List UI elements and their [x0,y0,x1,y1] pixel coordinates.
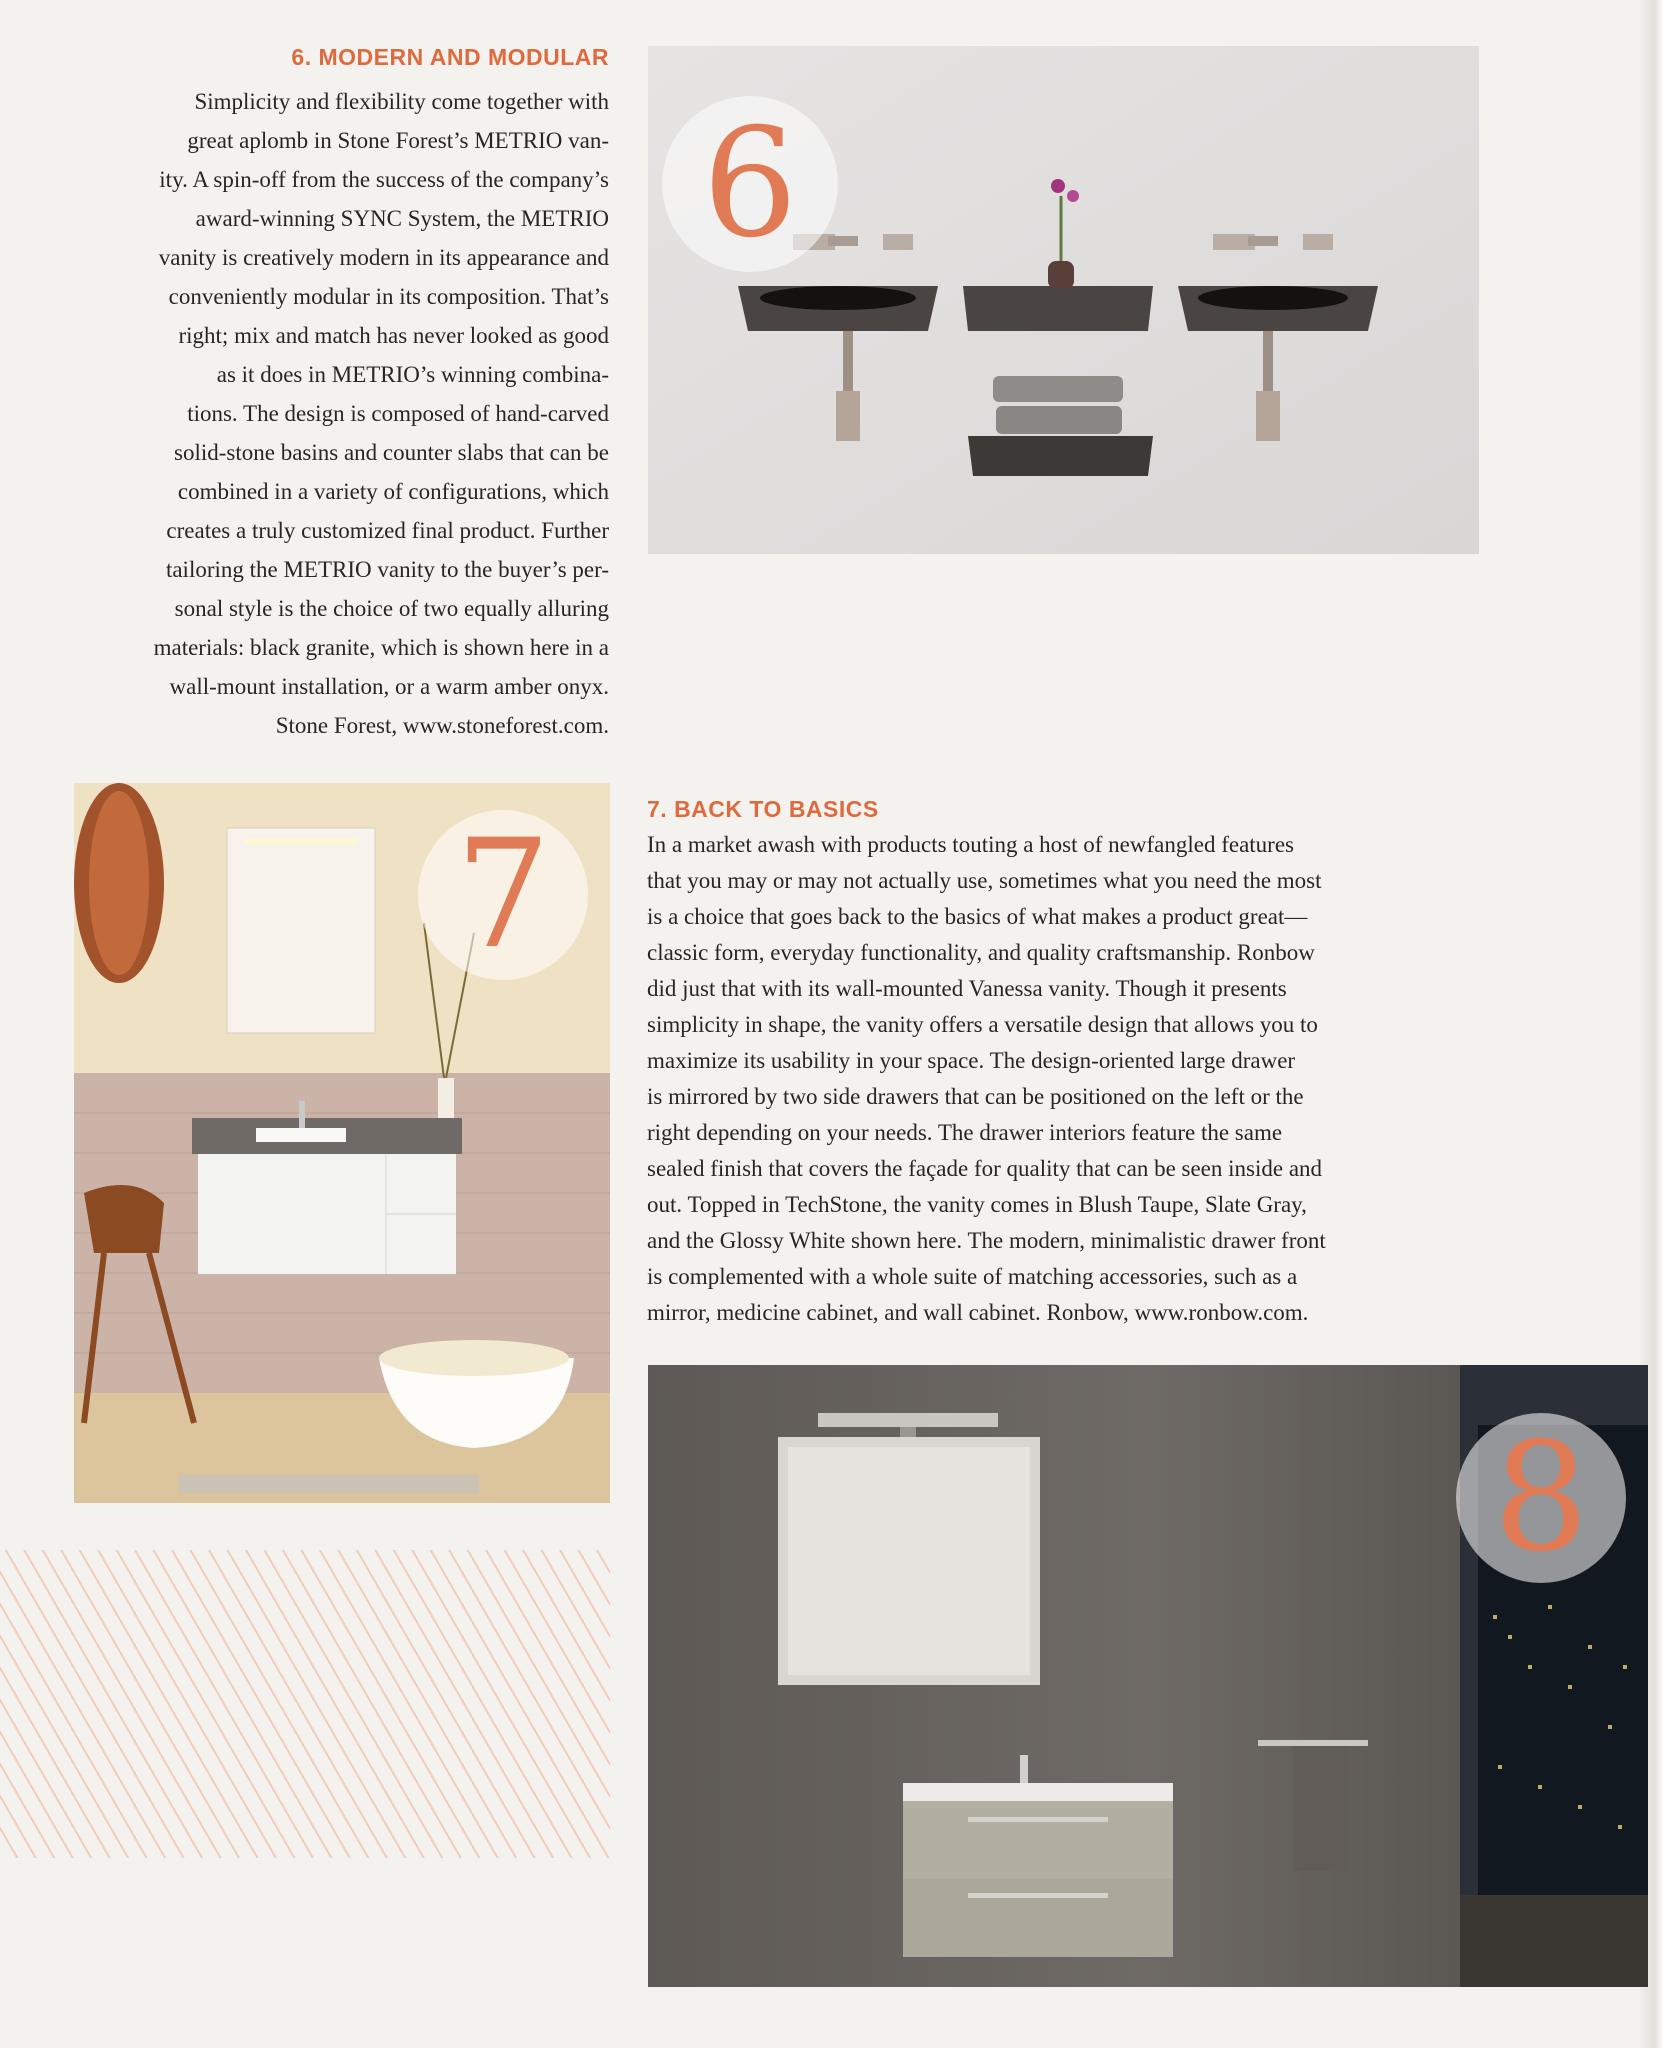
section-6-line: tions. The design is composed of hand-carved [187,401,609,426]
section-7-line: In a market awash with products touting a host of newfangled features [647,832,1294,857]
gray-vanity-photo [648,1365,1648,1987]
section-6-heading: 6. MODERN AND MODULAR [291,44,609,70]
section-6-line: sonal style is the choice of two equally alluring [174,596,609,621]
section-7-line: is a choice that goes back to the basics of what makes a product great— [647,904,1308,929]
section-7-heading: 7. BACK TO BASICS [647,796,879,822]
section-6-line: Simplicity and flexibility come together with [194,89,609,114]
section-6-line: ity. A spin-off from the success of the company’s [159,167,609,192]
decorative-stripes [0,1550,610,1858]
section-6-line: wall-mount installation, or a warm amber onyx. [169,674,609,699]
number-badge-6: 6 [662,96,838,272]
section-7-line: that you may or may not actually use, sometimes what you need the most [647,868,1322,893]
metrio-vanity-photo [648,46,1479,554]
section-7-line: simplicity in shape, the vanity offers a versatile design that allows you to [647,1012,1318,1037]
section-6-line: great aplomb in Stone Forest’s METRIO van- [187,128,609,153]
section-6-body [154,82,609,745]
section-7-line: sealed finish that covers the façade for quality that can be seen inside and [647,1156,1323,1181]
section-6-line: combined in a variety of configurations, which [177,479,609,504]
section-7-line: mirror, medicine cabinet, and wall cabinet. Ronbow, www.ronbow.com. [647,1300,1309,1325]
section-6-line: conveniently modular in its composition. That’s [168,284,609,309]
section-7-line: maximize its usability in your space. The design-oriented large drawer [647,1048,1296,1073]
section-7-body [647,827,1326,1331]
section-6-line: vanity is creatively modern in its appearance and [158,245,609,270]
section-6-line: materials: black granite, which is shown here in a [153,635,609,660]
section-7-line: and the Glossy White shown here. The modern, minimalistic drawer front [647,1228,1326,1253]
section-7-line: classic form, everyday functionality, and quality craftsmanship. Ronbow [647,940,1315,965]
number-badge-8: 8 [1456,1413,1626,1583]
section-6-line: Stone Forest, www.stoneforest.com. [275,713,609,738]
section-7-line: out. Topped in TechStone, the vanity comes in Blush Taupe, Slate Gray, [647,1192,1307,1217]
section-6-line: award-winning SYNC System, the METRIO [195,206,609,231]
section-6-line: solid-stone basins and counter slabs that can be [174,440,609,465]
number-badge-7: 7 [418,810,588,980]
section-6-line: as it does in METRIO’s winning combina- [216,362,609,387]
section-6-line: creates a truly customized final product. Further [166,518,609,543]
section-7-line: did just that with its wall-mounted Vanessa vanity. Though it presents [647,976,1287,1001]
vanessa-vanity-photo [74,783,610,1503]
section-6-line: right; mix and match has never looked as good [178,323,609,348]
section-6-line: tailoring the METRIO vanity to the buyer’s per- [165,557,609,582]
section-7-line: is complemented with a whole suite of matching accessories, such as a [647,1264,1298,1289]
section-7-line: is mirrored by two side drawers that can be positioned on the left or the [647,1084,1304,1109]
section-7-line: right depending on your needs. The drawer interiors feature the same [647,1120,1283,1145]
